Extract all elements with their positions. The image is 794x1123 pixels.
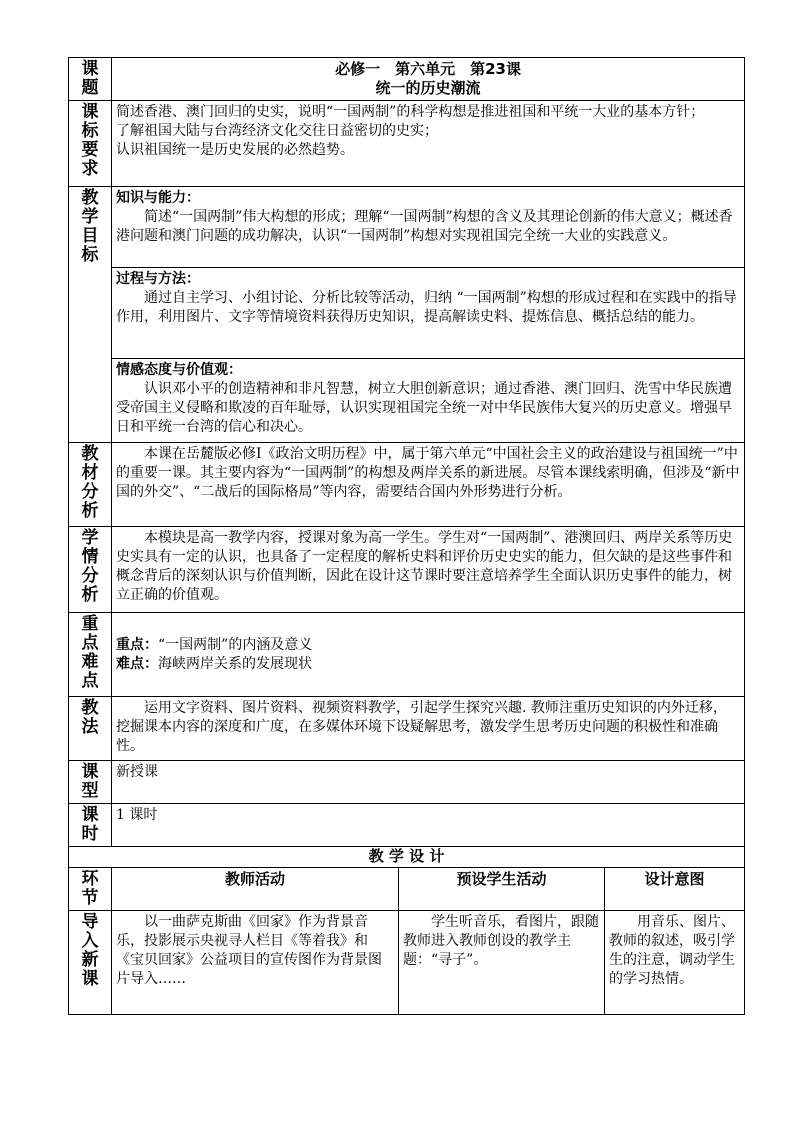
label-char: 导 xyxy=(81,912,99,932)
standard-line-3: 认识祖国统一是历史发展的必然趋势。 xyxy=(116,142,354,158)
students-text: 本模块是高一教学内容，授课对象为高一学生。学生对“一国两制”、港澳回归、两岸关系等历史史实具有一定的认识，也具备了一定程度的解析史料和评价历史史实的能力，但欠缺的是这些事件和概念背后的深刻认识与价值判断，因此在设计这节课时要注意培养学生全面认识历史事件的能力，树立正确的价值观。 xyxy=(116,530,733,603)
hard-text: 海峡两岸关系的发展现状 xyxy=(158,655,312,672)
intro-student-cell xyxy=(399,911,605,1015)
label-lesson-type xyxy=(69,761,112,804)
row-course-title xyxy=(69,58,745,101)
label-char: 时 xyxy=(81,824,99,844)
objectives-emotion-cell xyxy=(112,359,745,443)
key-point xyxy=(116,636,740,655)
label-char: 析 xyxy=(81,501,99,521)
lesson-plan-table xyxy=(68,57,745,1015)
label-char: 型 xyxy=(81,781,99,801)
knowledge-text: 简述“一国两制”伟大构想的形成；理解“一国两制”构想的含义及其理论创新的伟大意义；概述香港问题和澳门问题的成功解决，认识“一国两制”构想对实现祖国完全统一大业的实践意义。 xyxy=(116,209,733,244)
course-title-cell xyxy=(112,58,745,101)
hard-point xyxy=(116,655,740,674)
intro-student-text: 学生听音乐，看图片，跟随教师进入教师创设的教学主题：“寻子”。 xyxy=(403,914,599,968)
intro-intent-cell xyxy=(605,911,745,1015)
label-keypoints xyxy=(69,613,112,697)
row-textbook xyxy=(69,443,745,527)
label-char: 分 xyxy=(81,482,99,502)
label-char: 新 xyxy=(81,950,99,970)
col-student-header: 预设学生活动 xyxy=(399,868,605,911)
objectives-process-cell xyxy=(112,268,745,359)
textbook-cell xyxy=(112,443,745,527)
label-char: 法 xyxy=(81,717,99,737)
label-char: 课 xyxy=(81,805,99,825)
label-standards xyxy=(69,101,112,187)
intro-intent-text: 用音乐、图片、教师的叙述，吸引学生的注意，调动学生的学习热情。 xyxy=(609,914,735,987)
process-heading: 过程与方法： xyxy=(116,271,200,287)
standard-line-1: 简述香港、澳门回归的史实，说明“一国两制”的科学构想是推进祖国和平统一大业的基本方针； xyxy=(116,104,705,120)
objectives-knowledge-cell xyxy=(112,187,745,268)
label-char: 要 xyxy=(81,140,99,160)
label-textbook xyxy=(69,443,112,527)
row-lesson-type xyxy=(69,761,745,804)
intro-teacher-cell xyxy=(112,911,399,1015)
label-char: 学 xyxy=(81,528,99,548)
label-char: 教 xyxy=(81,698,99,718)
label-char: 难 xyxy=(81,652,99,672)
students-cell xyxy=(112,527,745,613)
emotion-text: 认识邓小平的创造精神和非凡智慧，树立大胆创新意识；通过香港、澳门回归、洗雪中华民族遭受帝国主义侵略和欺凌的百年耻辱，认识实现祖国完全统一对中华民族伟大复兴的历史意义。增强早日和平统一台湾的信心和决心。 xyxy=(116,381,732,435)
row-design-heading xyxy=(69,847,745,868)
label-method xyxy=(69,697,112,761)
label-char: 入 xyxy=(81,931,99,951)
row-students xyxy=(69,527,745,613)
lesson-hours-text: 1 课时 xyxy=(116,807,158,823)
lesson-hours-cell xyxy=(112,804,745,847)
label-char: 课 xyxy=(81,102,99,122)
col-teacher-header: 教师活动 xyxy=(112,868,399,911)
label-char: 教 xyxy=(81,188,99,208)
standards-cell xyxy=(112,101,745,187)
label-char: 环 xyxy=(81,869,99,889)
textbook-text: 本课在岳麓版必修Ⅰ《政治文明历程》中，属于第六单元“中国社会主义的政治建设与祖国统一”中的重要一课。其主要内容为“一国两制”的构想及两岸关系的新进展。尽管本课线索明确，但涉及“新中国的外交”、“二战后的国际格局”等内容，需要结合国内外形势进行分析。 xyxy=(116,446,740,500)
label-char: 求 xyxy=(81,159,99,179)
label-char: 课 xyxy=(81,59,99,79)
lesson-type-text: 新授课 xyxy=(116,764,158,780)
label-char: 材 xyxy=(81,463,99,483)
hard-label: 难点： xyxy=(116,655,158,672)
label-char: 情 xyxy=(81,547,99,567)
row-standards xyxy=(69,101,745,187)
standard-line-2: 了解祖国大陆与台湾经济文化交往日益密切的史实； xyxy=(116,123,438,139)
label-char: 析 xyxy=(81,585,99,605)
keypoints-cell xyxy=(112,613,745,697)
row-intro xyxy=(69,911,745,1015)
label-intro xyxy=(69,911,112,1015)
label-objectives xyxy=(69,187,112,443)
label-char: 节 xyxy=(81,888,99,908)
label-students xyxy=(69,527,112,613)
row-objectives-emotion xyxy=(69,359,745,443)
method-cell xyxy=(112,697,745,761)
row-objectives-knowledge xyxy=(69,187,745,268)
label-char: 教 xyxy=(81,444,99,464)
key-label: 重点： xyxy=(116,636,158,653)
row-method xyxy=(69,697,745,761)
label-char: 课 xyxy=(81,762,99,782)
label-char: 题 xyxy=(81,78,99,98)
emotion-heading: 情感态度与价值观： xyxy=(116,362,242,378)
row-keypoints xyxy=(69,613,745,697)
knowledge-heading: 知识与能力： xyxy=(116,190,200,206)
label-course xyxy=(69,58,112,101)
label-char: 目 xyxy=(81,226,99,246)
label-lesson-hours xyxy=(69,804,112,847)
lesson-type-cell xyxy=(112,761,745,804)
label-char: 课 xyxy=(81,969,99,989)
row-lesson-hours xyxy=(69,804,745,847)
method-text: 运用文字资料、图片资料、视频资料教学，引起学生探究兴趣. 教师注重历史知识的内外迁移，挖掘课本内容的深度和广度，在多媒体环境下设疑解思考，激发学生思考历史问题的积极性和准确性。 xyxy=(116,700,727,754)
key-text: “一国两制”的内涵及意义 xyxy=(158,636,313,653)
course-title-line2: 统一的历史潮流 xyxy=(375,79,481,97)
label-char: 点 xyxy=(81,633,99,653)
label-char: 标 xyxy=(81,245,99,265)
row-design-columns xyxy=(69,868,745,911)
process-text: 通过自主学习、小组讨论、分析比较等活动，归纳 “一国两制”构想的形成过程和在实践中的指导作用，利用图片、文字等情境资料获得历史知识，提高解读史料、提炼信息、概括总结的能力。 xyxy=(116,290,737,325)
label-char: 学 xyxy=(81,207,99,227)
intro-teacher-text: 以一曲萨克斯曲《回家》作为背景音乐，投影展示央视寻人栏目《等着我》和《宝贝回家》公益项目的宣传图作为背景图片导入…… xyxy=(116,914,382,987)
label-char: 重 xyxy=(81,614,99,634)
col-stage-header xyxy=(69,868,112,911)
label-char: 标 xyxy=(81,121,99,141)
label-char: 点 xyxy=(81,671,99,691)
design-heading: 教 学 设 计 xyxy=(69,847,745,868)
course-title-line1: 必修一 第六单元 第23课 xyxy=(335,60,521,78)
label-char: 分 xyxy=(81,566,99,586)
row-objectives-process xyxy=(69,268,745,359)
col-intent-header: 设计意图 xyxy=(605,868,745,911)
